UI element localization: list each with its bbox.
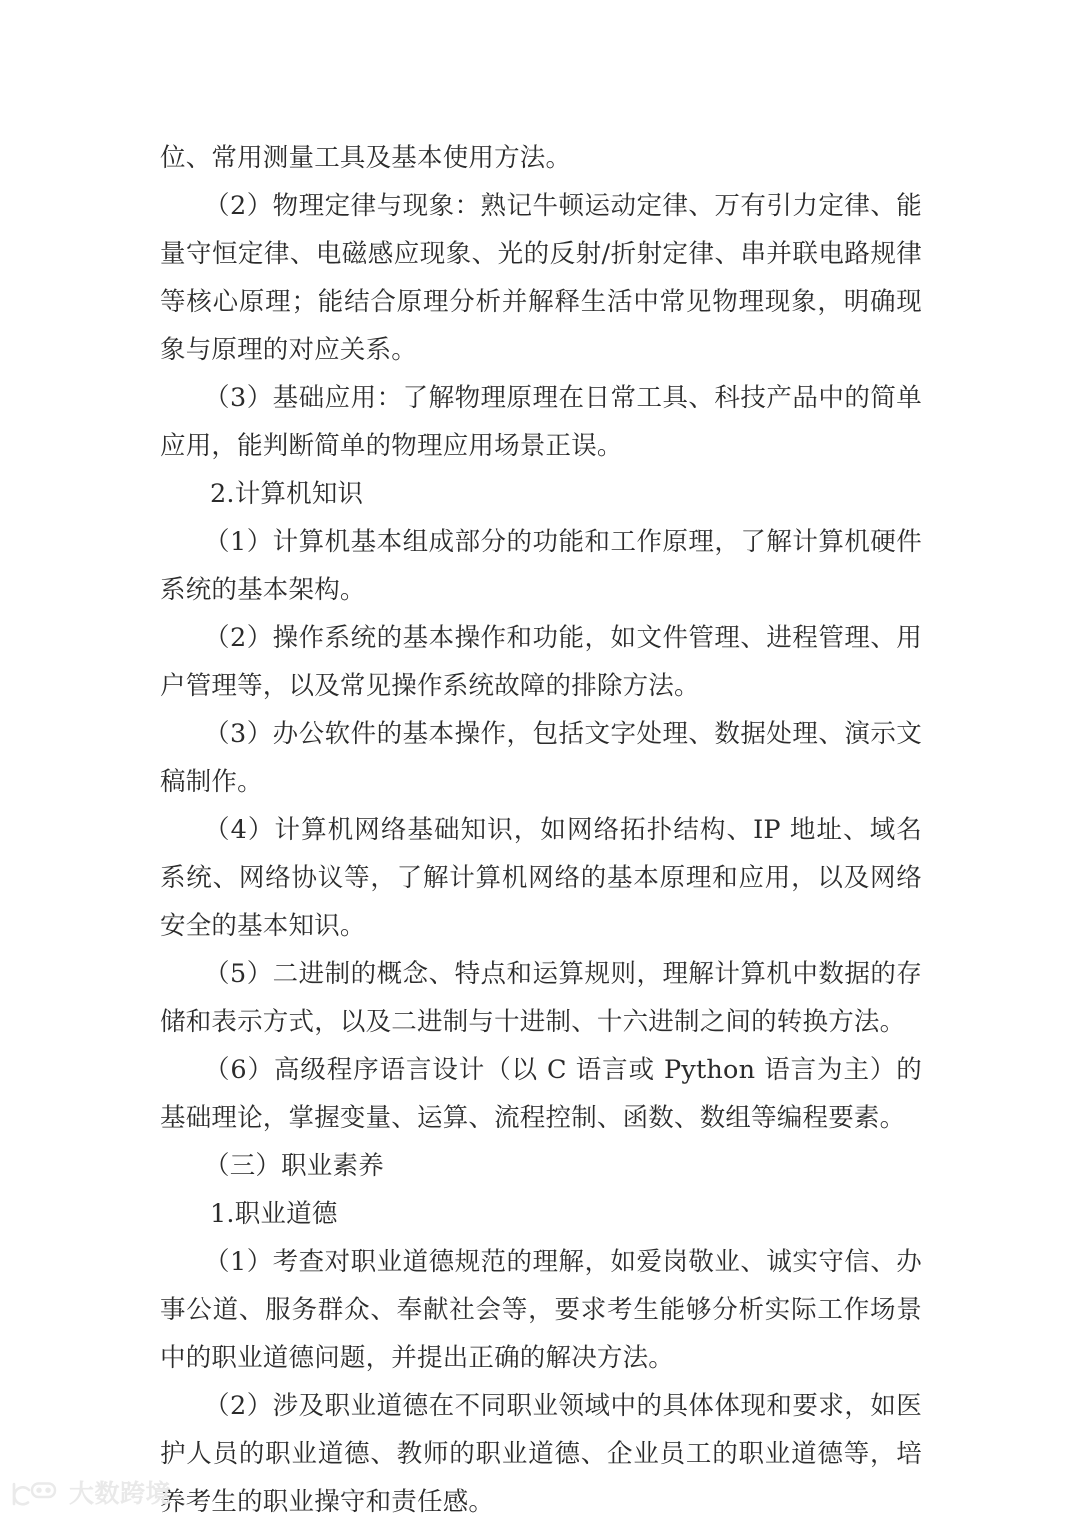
watermark xyxy=(8,1479,171,1509)
p-office-software: （3）办公软件的基本操作，包括文字处理、数据处理、演示文稿制作。 xyxy=(160,719,922,797)
p-programming: （6）高级程序语言设计（以 C 语言或 Python 语言为主）的基础理论，掌握变量、运算、流程控制、函数、数组等编程要素。 xyxy=(160,1055,922,1133)
p-basic-application: （3）基础应用：了解物理原理在日常工具、科技产品中的简单应用，能判断简单的物理应用场景正误。 xyxy=(160,383,922,461)
p-ethics-norms: （1）考查对职业道德规范的理解，如爱岗敬业、诚实守信、办事公道、服务群众、奉献社会等，要求考生能够分析实际工作场景中的职业道德问题，并提出正确的解决方法。 xyxy=(160,1247,922,1373)
watermark-text: 大数跨境 xyxy=(69,1479,172,1508)
p-network-basics: （4）计算机网络基础知识，如网络拓扑结构、IP 地址、域名系统、网络协议等，了解计算机网络的基本原理和应用，以及网络安全的基本知识。 xyxy=(160,815,922,941)
p-heading-professional-quality: （三）职业素养 xyxy=(204,1151,384,1181)
p-heading-professional-ethics: 1.职业道德 xyxy=(210,1199,338,1229)
p-computer-composition: （1）计算机基本组成部分的功能和工作原理，了解计算机硬件系统的基本架构。 xyxy=(160,527,922,605)
document-text-body xyxy=(160,134,922,1526)
p-ethics-fields: （2）涉及职业道德在不同职业领域中的具体体现和要求，如医护人员的职业道德、教师的职业道德、企业员工的职业道德等，培养考生的职业操守和责任感。 xyxy=(160,1391,922,1517)
p-physics-laws: （2）物理定律与现象：熟记牛顿运动定律、万有引力定律、能量守恒定律、电磁感应现象、光的反射/折射定律、串并联电路规律等核心原理；能结合原理分析并解释生活中常见物理现象，明确现象与原理的对应关系。 xyxy=(160,191,922,365)
p-heading-computer: 2.计算机知识 xyxy=(210,479,364,509)
p-operating-system: （2）操作系统的基本操作和功能，如文件管理、进程管理、用户管理等，以及常见操作系统故障的排除方法。 xyxy=(160,623,922,701)
p-measure-tools-cont: 位、常用测量工具及基本使用方法。 xyxy=(160,143,572,173)
dashu-kuajing-logo-icon xyxy=(8,1479,62,1509)
p-binary: （5）二进制的概念、特点和运算规则，理解计算机中数据的存储和表示方式，以及二进制与十进制、十六进制之间的转换方法。 xyxy=(160,959,922,1037)
